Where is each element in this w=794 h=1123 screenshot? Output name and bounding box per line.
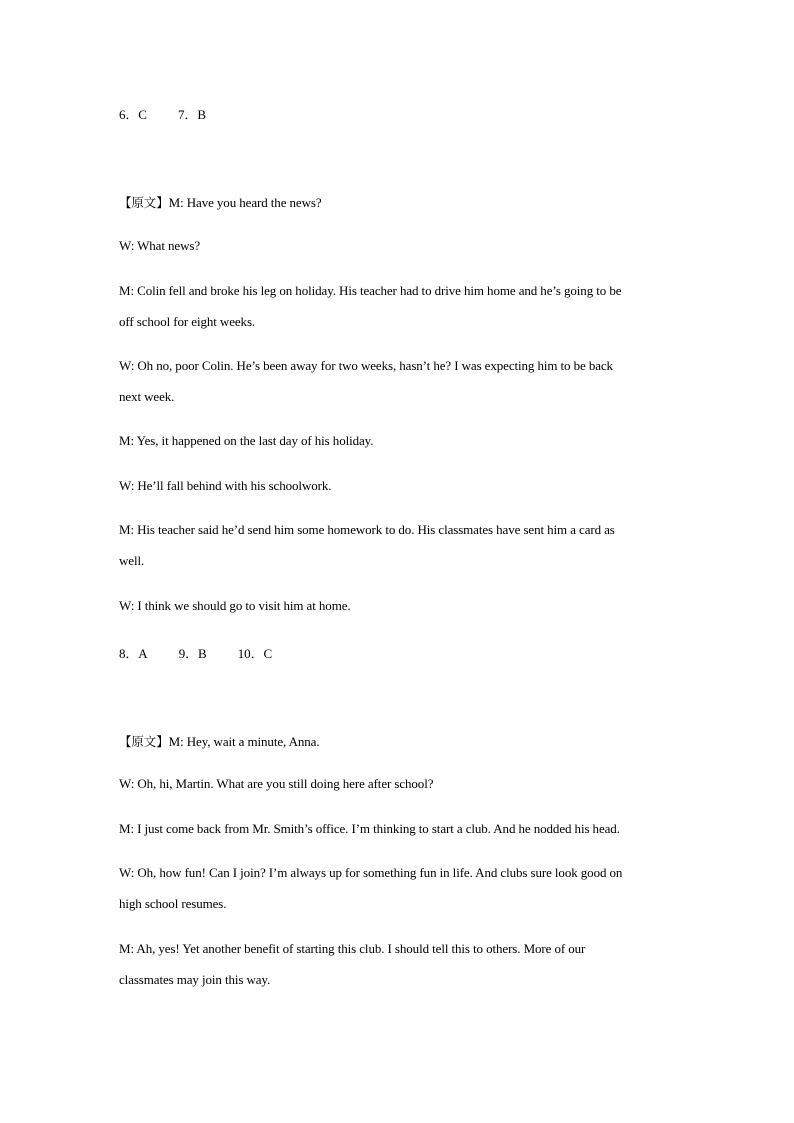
answer-10: 10．C [237,646,273,661]
answer-row-2 [119,643,272,662]
transcript-line: W: What news? [119,238,201,253]
transcript-line: M: Yes, it happened on the last day of his holiday. [119,433,374,448]
transcript-line: M: Ah, yes! Yet another benefit of starting this club. I should tell this to others. More of our [119,941,586,956]
transcript-line: W: Oh, hi, Martin. What are you still doing here after school? [119,776,434,791]
answer-8: 8．A [119,646,148,661]
transcript-line: 【原文】M: Have you heard the news? [119,195,322,210]
answer-6: 6．C [119,107,147,122]
transcript-line: next week. [119,389,175,404]
transcript-line: W: Oh no, poor Colin. He’s been away for two weeks, hasn’t he? I was expecting him to be back [119,358,613,373]
answer-7: 7．B [178,107,206,122]
transcript-line: W: I think we should go to visit him at home. [119,598,351,613]
answer-row-1 [119,104,206,123]
transcript-line: classmates may join this way. [119,972,271,987]
transcript-line: 【原文】M: Hey, wait a minute, Anna. [119,734,320,749]
transcript-line: W: Oh, how fun! Can I join? I’m always up for something fun in life. And clubs sure look good on [119,865,623,880]
transcript-line: well. [119,553,145,568]
transcript-line: W: He’ll fall behind with his schoolwork. [119,478,332,493]
transcript-line: off school for eight weeks. [119,314,256,329]
transcript-line: M: I just come back from Mr. Smith’s office. I’m thinking to start a club. And he nodded his head. [119,821,620,836]
transcript-marker: 【原文】 [119,195,169,210]
transcript-line: M: His teacher said he’d send him some homework to do. His classmates have sent him a card as [119,522,615,537]
answer-9: 9．B [178,646,207,661]
transcript-marker: 【原文】 [119,734,169,749]
transcript-line: M: Colin fell and broke his leg on holiday. His teacher had to drive him home and he’s going to be [119,283,622,298]
transcript-line: high school resumes. [119,896,227,911]
